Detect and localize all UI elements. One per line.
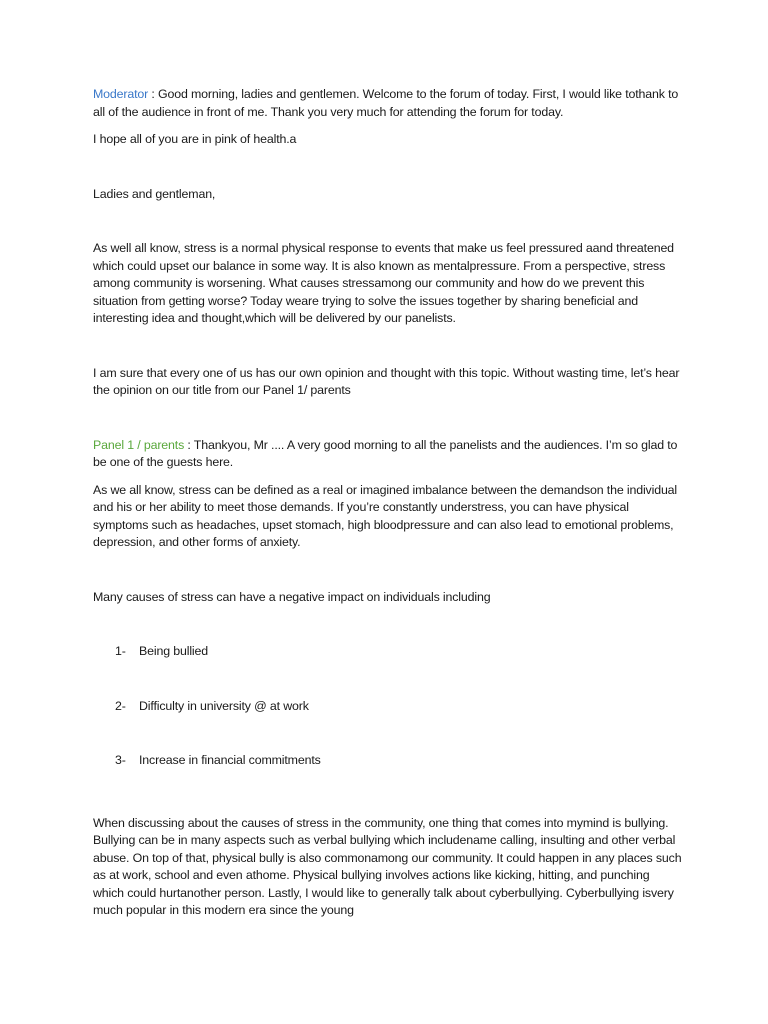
bullying-paragraph: When discussing about the causes of stress in the community, one thing that comes into mymind is bullying. Bullying can be in many aspects such as verbal bullying which includename calling, insulting and other verbal abuse. On top of that, physical bully is also commonamong our community. It could happen in any places such as at work, school and even athome. Physical bullying involves actions like kicking, hitting, and punching which could hurtanother person. Lastly, I would like to generally talk about cyberbullying. Cyberbullying isvery much popular in this modern era since the young (93, 815, 682, 917)
list-item-number: 2- (115, 698, 126, 713)
causes-intro-paragraph: Many causes of stress can have a negative impact on individuals including (93, 589, 491, 604)
document-page (93, 86, 683, 920)
moderator-speaker-label: Moderator (93, 87, 149, 101)
list-item (93, 752, 683, 770)
list-item (93, 643, 683, 661)
panel1-intro-text: : Thankyou, Mr .... A very good morning to all the panelists and the audiences. I’m so glad to be one of the guests here. (93, 437, 678, 469)
health-wish-paragraph: I hope all of you are in pink of health.a (93, 132, 297, 146)
moderator-intro-text: : Good morning, ladies and gentlemen. Welcome to the forum of today. First, I would like tothank to all of the audience in front of me. Thank you very much for attending the forum for today. (93, 87, 679, 119)
greeting-paragraph: Ladies and gentleman, (93, 186, 216, 201)
causes-list (93, 643, 683, 770)
stress-definition-paragraph: As we all know, stress can be defined as a real or imagined imbalance between the demandson the individual and his or her ability to meet those demands. If you’re constantly understress, you can have physical symptoms such as headaches, upset stomach, high bloodpressure and can also lead to emotional problems, depression, and other forms of anxiety. (93, 482, 678, 549)
panel1-intro-paragraph (93, 437, 683, 472)
handover-paragraph: I am sure that every one of us has our own opinion and thought with this topic. Without wasting time, let’s hear the opinion on our title from our Panel 1/ parents (93, 365, 680, 397)
stress-intro-paragraph: As well all know, stress is a normal physical response to events that make us feel pressured aand threatened which could upset our balance in some way. It is also known as mentalpressure. From a perspective, stress among community is worsening. What causes stressamong our community and how do we prevent this situation from getting worse? Today weare trying to solve the issues together by sharing beneficial and interesting idea and thought,which will be delivered by our panelists. (93, 241, 674, 325)
list-item-text: Being bullied (139, 644, 209, 658)
moderator-intro-paragraph (93, 86, 683, 121)
list-item-number: 3- (115, 753, 126, 767)
panel1-speaker-label: Panel 1 / parents (93, 437, 185, 452)
list-item-text: Increase in financial commitments (139, 753, 321, 767)
list-item (93, 698, 683, 716)
list-item-number: 1- (115, 644, 126, 658)
list-item-text: Difficulty in university @ at work (139, 698, 309, 713)
